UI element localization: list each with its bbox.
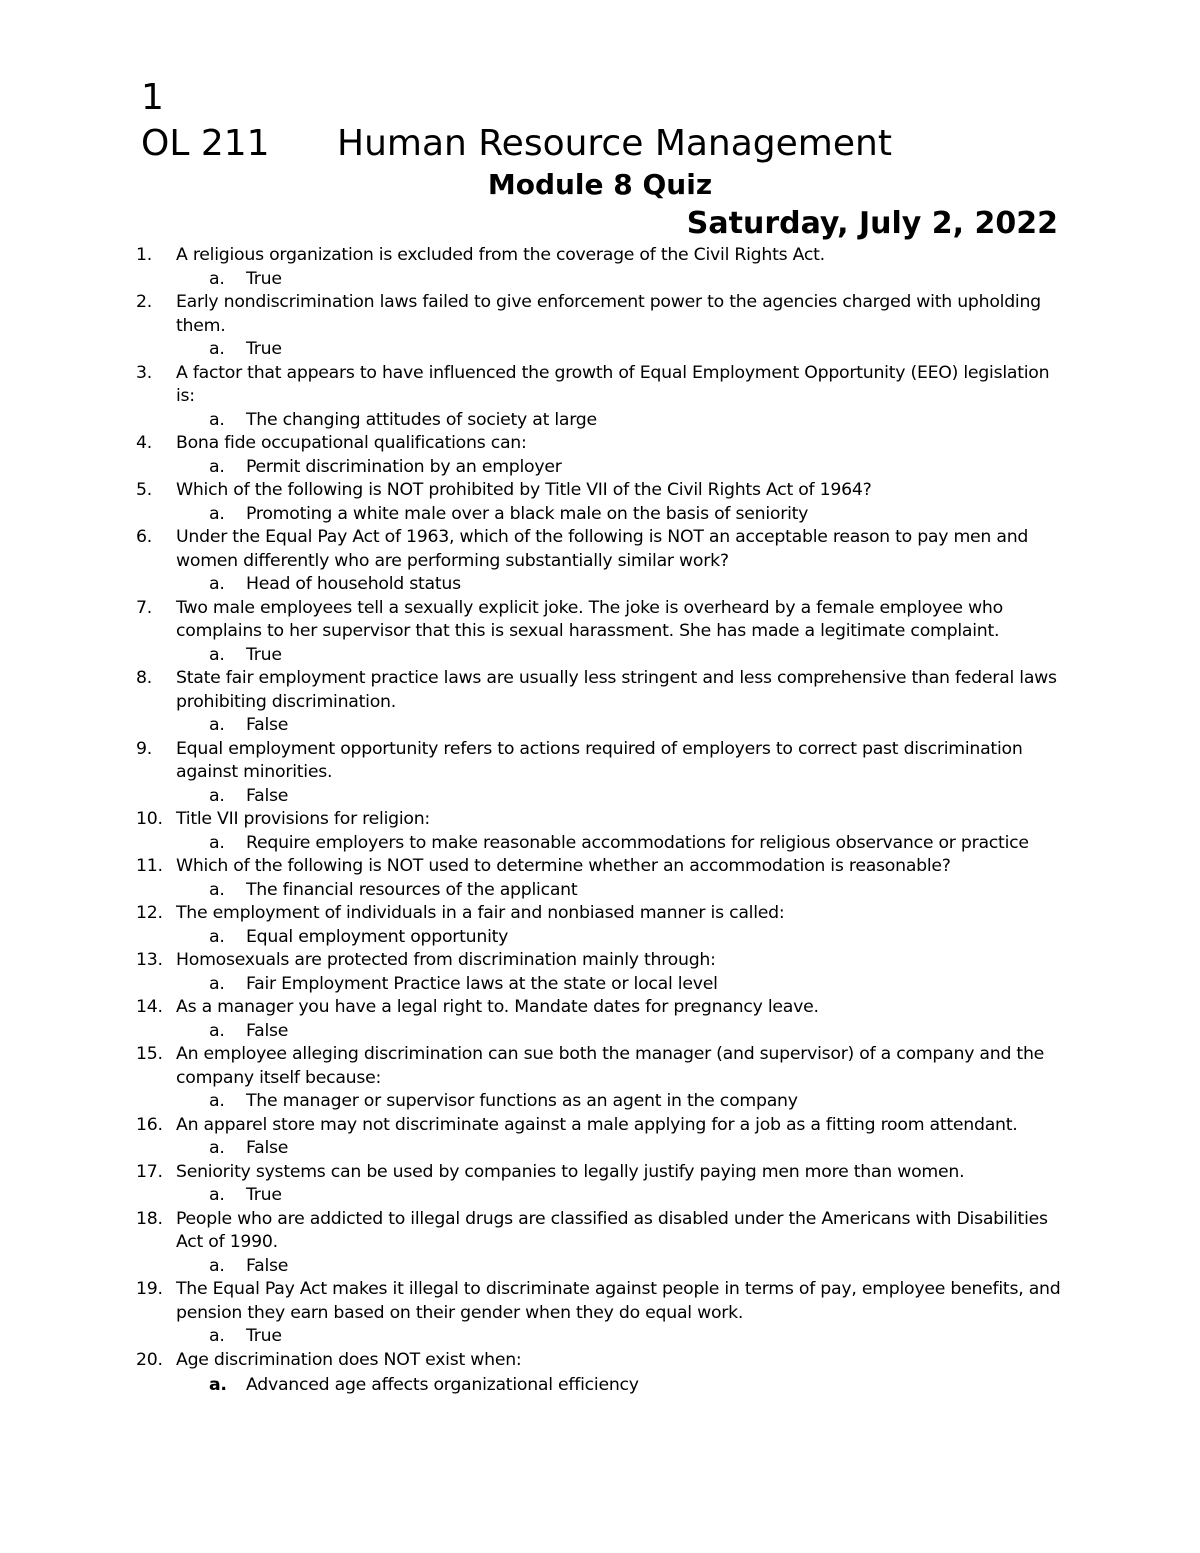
answer-letter: a.	[209, 1020, 225, 1041]
answer-letter: a.	[209, 503, 225, 524]
answer-item	[136, 1325, 1066, 1349]
question-number: 19.	[136, 1279, 163, 1299]
answer-item	[136, 973, 1066, 997]
question-number: 2.	[136, 292, 152, 312]
question-text: Under the Equal Pay Act of 1963, which of the following is NOT an acceptable reason to pay men and women differently who are performing substantially similar work?	[176, 527, 1029, 571]
question-text: Age discrimination does NOT exist when:	[176, 1349, 522, 1370]
answer-item	[136, 1137, 1066, 1161]
answer-item	[136, 714, 1066, 738]
question-text: State fair employment practice laws are usually less stringent and less comprehensive than federal laws prohibiting discrimination.	[176, 668, 1057, 712]
answer-item	[136, 926, 1066, 950]
question-item	[136, 996, 1066, 1020]
answer-text: True	[246, 1326, 282, 1346]
answer-text: False	[246, 715, 289, 735]
answer-text: Fair Employment Practice laws at the state or local level	[246, 973, 718, 994]
answer-letter: a.	[209, 832, 225, 853]
course-code: OL 211	[141, 123, 270, 164]
question-text: People who are addicted to illegal drugs are classified as disabled under the Americans with Disabilities Act of 1990.	[176, 1208, 1048, 1252]
question-number: 7.	[136, 597, 152, 618]
answer-item	[136, 573, 1066, 597]
answer-item	[136, 879, 1066, 903]
answer-letter: a.	[209, 1091, 225, 1111]
question-number: 6.	[136, 527, 152, 547]
answer-item	[136, 268, 1066, 292]
answer-text: Require employers to make reasonable accommodations for religious observance or practice	[246, 832, 1029, 853]
course-title: Human Resource Management	[337, 123, 892, 164]
question-item	[136, 597, 1066, 644]
question-text: A factor that appears to have influenced the growth of Equal Employment Opportunity (EEO) legislation is:	[176, 362, 1050, 406]
answer-item	[136, 832, 1066, 856]
question-item	[136, 738, 1066, 785]
question-item	[136, 949, 1066, 973]
question-item	[136, 667, 1066, 714]
answer-letter: a.	[209, 1138, 225, 1158]
question-text: The Equal Pay Act makes it illegal to discriminate against people in terms of pay, employee benefits, and pension they earn based on their gender when they do equal work.	[176, 1279, 1061, 1323]
question-item	[136, 1208, 1066, 1255]
question-text: Two male employees tell a sexually explicit joke. The joke is overheard by a female employee who complains to her supervisor that this is sexual harassment. She has made a legitimate complaint.	[176, 597, 1003, 641]
question-number: 14.	[136, 997, 163, 1017]
answer-letter: a.	[209, 268, 225, 289]
question-number: 12.	[136, 903, 163, 923]
question-text: Equal employment opportunity refers to actions required of employers to correct past discrimination against minorities.	[176, 738, 1023, 782]
answer-letter: a.	[209, 1185, 225, 1205]
question-number: 4.	[136, 433, 152, 453]
question-number: 16.	[136, 1114, 163, 1135]
question-number: 11.	[136, 856, 163, 876]
answer-letter: a.	[209, 1255, 225, 1276]
answer-text: Head of household status	[246, 574, 461, 594]
question-number: 17.	[136, 1161, 163, 1182]
answer-text: Permit discrimination by an employer	[246, 456, 562, 477]
question-text: Which of the following is NOT used to determine whether an accommodation is reasonable?	[176, 856, 951, 876]
quiz-date: Saturday, July 2, 2022	[686, 206, 1058, 241]
answer-item	[136, 409, 1066, 433]
answer-letter: a.	[209, 715, 225, 735]
answer-text: True	[246, 644, 282, 665]
question-text: An apparel store may not discriminate against a male applying for a job as a fitting room attendant.	[176, 1114, 1018, 1135]
question-list	[136, 244, 1066, 1398]
answer-letter: a.	[209, 409, 225, 430]
answer-text: Advanced age affects organizational efficiency	[246, 1375, 639, 1395]
answer-item	[136, 456, 1066, 480]
question-item	[136, 1043, 1066, 1090]
question-text: A religious organization is excluded from the coverage of the Civil Rights Act.	[176, 245, 825, 265]
answer-item	[136, 1255, 1066, 1279]
question-item	[136, 291, 1066, 338]
answer-text: False	[246, 1020, 289, 1041]
answer-item	[136, 503, 1066, 527]
question-number: 18.	[136, 1208, 163, 1229]
course-heading	[141, 124, 892, 164]
question-number: 13.	[136, 950, 163, 970]
question-text: Homosexuals are protected from discrimination mainly through:	[176, 950, 716, 970]
answer-text: Equal employment opportunity	[246, 926, 509, 947]
question-item	[136, 1349, 1066, 1373]
question-number: 10.	[136, 809, 163, 829]
question-item	[136, 479, 1066, 503]
answer-text: False	[246, 1255, 289, 1276]
question-item	[136, 526, 1066, 573]
answer-letter: a.	[209, 879, 225, 900]
answer-text: False	[246, 785, 289, 806]
question-item	[136, 1114, 1066, 1138]
answer-letter: a.	[209, 644, 225, 665]
question-text: Bona fide occupational qualifications can:	[176, 433, 527, 453]
question-item	[136, 362, 1066, 409]
question-item	[136, 1278, 1066, 1325]
question-number: 5.	[136, 480, 152, 500]
question-item	[136, 244, 1066, 268]
answer-letter: a.	[209, 785, 225, 806]
answer-text: The manager or supervisor functions as an agent in the company	[246, 1091, 798, 1111]
answer-text: True	[246, 1185, 282, 1205]
answer-text: False	[246, 1138, 289, 1158]
answer-text: True	[246, 268, 282, 289]
question-text: An employee alleging discrimination can sue both the manager (and supervisor) of a company and the company itself because:	[176, 1044, 1045, 1088]
answer-letter: a.	[209, 339, 225, 359]
question-text: Which of the following is NOT prohibited by Title VII of the Civil Rights Act of 1964?	[176, 480, 872, 500]
answer-text: Promoting a white male over a black male on the basis of seniority	[246, 503, 809, 524]
question-item	[136, 902, 1066, 926]
answer-text: The financial resources of the applicant	[246, 879, 578, 900]
answer-letter: a.	[209, 1375, 227, 1395]
answer-item	[136, 338, 1066, 362]
question-item	[136, 432, 1066, 456]
answer-item	[136, 1184, 1066, 1208]
question-text: As a manager you have a legal right to. Mandate dates for pregnancy leave.	[176, 997, 819, 1017]
answer-letter: a.	[209, 574, 225, 594]
question-item	[136, 855, 1066, 879]
question-text: The employment of individuals in a fair and nonbiased manner is called:	[176, 903, 785, 923]
question-number: 9.	[136, 738, 152, 759]
answer-item	[136, 644, 1066, 668]
answer-item	[136, 1090, 1066, 1114]
question-text: Title VII provisions for religion:	[176, 809, 430, 829]
answer-letter: a.	[209, 1326, 225, 1346]
page-number: 1	[141, 77, 164, 118]
question-number: 8.	[136, 668, 152, 688]
answer-item	[136, 1020, 1066, 1044]
module-title: Module 8 Quiz	[487, 168, 713, 201]
answer-letter: a.	[209, 973, 225, 994]
answer-item	[136, 785, 1066, 809]
question-number: 3.	[136, 362, 152, 383]
question-text: Seniority systems can be used by companies to legally justify paying men more than women.	[176, 1161, 965, 1182]
question-text: Early nondiscrimination laws failed to give enforcement power to the agencies charged with upholding them.	[176, 292, 1041, 336]
answer-text: The changing attitudes of society at large	[246, 409, 597, 430]
question-number: 20.	[136, 1349, 163, 1370]
question-item	[136, 808, 1066, 832]
answer-item	[136, 1374, 1066, 1398]
answer-letter: a.	[209, 456, 225, 477]
question-item	[136, 1161, 1066, 1185]
question-number: 1.	[136, 245, 152, 265]
answer-text: True	[246, 339, 282, 359]
answer-letter: a.	[209, 926, 225, 947]
question-number: 15.	[136, 1044, 163, 1064]
